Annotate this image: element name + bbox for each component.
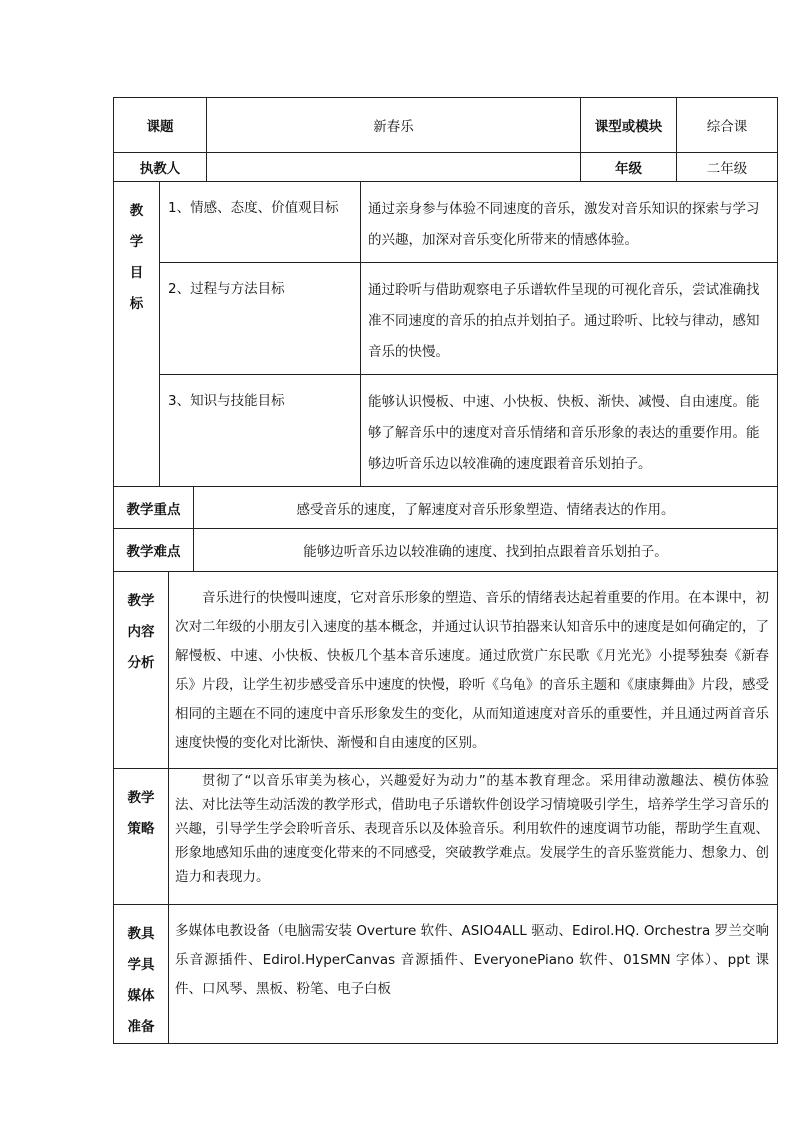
equipment-label bbox=[114, 905, 169, 1044]
goal-emotion-name: 1、情感、态度、价值观目标 bbox=[160, 182, 361, 263]
key-point-label: 教学重点 bbox=[114, 487, 194, 529]
equipment-label-line: 教具 bbox=[127, 926, 155, 942]
header-table bbox=[113, 97, 778, 182]
topic-value: 新春乐 bbox=[207, 98, 581, 153]
objectives-label bbox=[114, 182, 160, 487]
objectives-label-char: 标 bbox=[129, 296, 144, 312]
content-analysis-label-line: 教学 bbox=[127, 593, 155, 609]
equipment-label-line: 媒体 bbox=[127, 988, 155, 1004]
grade-label: 年级 bbox=[581, 153, 677, 182]
objectives-table bbox=[113, 181, 778, 487]
equipment-label-line: 学具 bbox=[127, 957, 155, 973]
strategy-label bbox=[114, 769, 169, 905]
type-label: 课型或模块 bbox=[581, 98, 677, 153]
strategy-text: 贯彻了“以音乐审美为核心，兴趣爱好为动力”的基本教育理念。采用律动激趣法、模仿体验法、对比法等生动活泼的教学形式，借助电子乐谱软件创设学习情境吸引学生，培养学生学习音乐的兴趣，引导学生学会聆听音乐、表现音乐以及体验音乐。利用软件的速度调节功能，帮助学生直观、形象地感知乐曲的速度变化带来的不同感受，突破教学难点。发展学生的音乐鉴赏能力、想象力、创造力和表现力。 bbox=[169, 769, 778, 905]
objectives-label-char: 教 bbox=[129, 203, 144, 219]
goal-process-name: 2、过程与方法目标 bbox=[160, 263, 361, 375]
grade-value: 二年级 bbox=[677, 153, 778, 182]
content-analysis-label-line: 内容 bbox=[127, 624, 155, 640]
strategy-label-line: 教学 bbox=[127, 790, 155, 806]
goal-knowledge-name: 3、知识与技能目标 bbox=[160, 375, 361, 487]
teacher-value bbox=[207, 153, 581, 182]
topic-label: 课题 bbox=[114, 98, 207, 153]
teacher-label: 执教人 bbox=[114, 153, 207, 182]
content-analysis-label-line: 分析 bbox=[127, 655, 155, 671]
difficulty-label: 教学难点 bbox=[114, 529, 194, 572]
goal-process-text: 通过聆听与借助观察电子乐谱软件呈现的可视化音乐，尝试准确找准不同速度的音乐的拍点并划拍子。通过聆听、比较与律动，感知音乐的快慢。 bbox=[361, 263, 778, 375]
equipment-text: 多媒体电教设备（电脑需安装 Overture 软件、ASIO4ALL 驱动、Edirol.HQ. Orchestra 罗兰交响乐音源插件、Edirol.HyperCanvas 音源插件、EveryonePiano 软件、01SMN 字体）、ppt 课件、口风琴、黑板、粉笔、电子白板 bbox=[169, 905, 778, 1044]
type-value: 综合课 bbox=[677, 98, 778, 153]
key-point-text: 感受音乐的速度，了解速度对音乐形象塑造、情绪表达的作用。 bbox=[194, 487, 778, 529]
goal-knowledge-text: 能够认识慢板、中速、小快板、快板、渐快、减慢、自由速度。能够了解音乐中的速度对音乐情绪和音乐形象的表达的重要作用。能够边听音乐边以较准确的速度跟着音乐划拍子。 bbox=[361, 375, 778, 487]
lesson-plan-page bbox=[113, 97, 777, 1044]
content-analysis-text: 音乐进行的快慢叫速度，它对音乐形象的塑造、音乐的情绪表达起着重要的作用。在本课中，初次对二年级的小朋友引入速度的基本概念，并通过认识节拍器来认知音乐中的速度是如何确定的，了解慢板、中速、小快板、快板几个基本音乐速度。通过欣赏广东民歌《月光光》小提琴独奏《新春乐》片段，让学生初步感受音乐中速度的快慢，聆听《乌龟》的音乐主题和《康康舞曲》片段，感受相同的主题在不同的速度中音乐形象发生的变化，从而知道速度对音乐的重要性，并且通过两首音乐速度快慢的变化对比渐快、渐慢和自由速度的区别。 bbox=[169, 572, 778, 769]
difficulty-text: 能够边听音乐边以较准确的速度、找到拍点跟着音乐划拍子。 bbox=[194, 529, 778, 572]
analysis-table bbox=[113, 571, 778, 1044]
equipment-label-line: 准备 bbox=[127, 1019, 155, 1035]
focus-table bbox=[113, 486, 778, 572]
strategy-label-line: 策略 bbox=[127, 821, 155, 837]
objectives-label-char: 学 bbox=[129, 234, 144, 250]
objectives-label-char: 目 bbox=[129, 265, 144, 281]
goal-emotion-text: 通过亲身参与体验不同速度的音乐，激发对音乐知识的探索与学习的兴趣，加深对音乐变化所带来的情感体验。 bbox=[361, 182, 778, 263]
content-analysis-label bbox=[114, 572, 169, 769]
